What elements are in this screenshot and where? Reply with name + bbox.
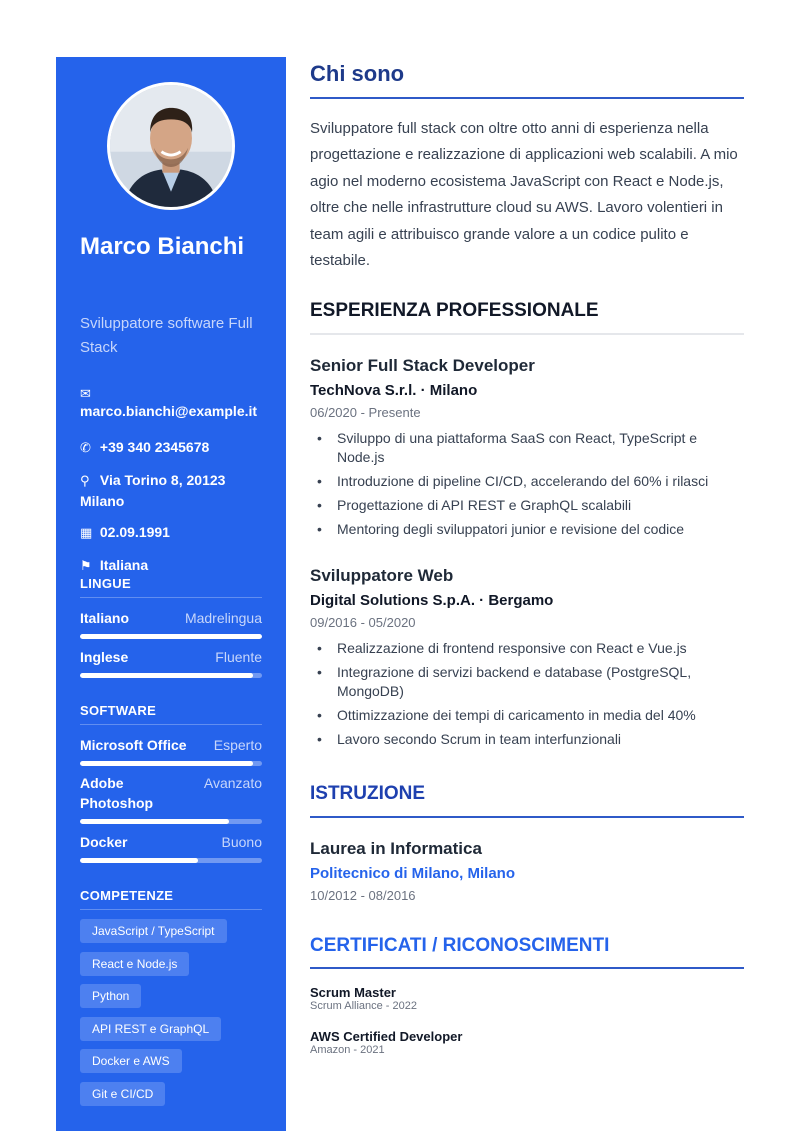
contact-nationality — [80, 555, 270, 576]
phone-text: +39 340 2345678 — [99, 439, 210, 455]
job-bullet: • Progettazione di API REST e GraphQL scalabili — [310, 496, 744, 515]
job-bullet: • Mentoring degli sviluppatori junior e revisione del codice — [310, 520, 744, 539]
education-school: Politecnico di Milano, Milano — [310, 865, 516, 882]
address-text: Via Torino 8, 20123 Milano — [80, 472, 226, 510]
language-bar-fill — [80, 673, 253, 678]
software-item — [80, 735, 262, 766]
job-company: Digital Solutions S.p.A. · Bergamo — [310, 592, 554, 609]
birthdate-text: 02.09.1991 — [99, 524, 170, 540]
certificate-name: Scrum Master — [310, 985, 396, 1000]
job-bullets — [310, 429, 744, 539]
about-rule — [310, 97, 744, 99]
experience-title: ESPERIENZA PROFESSIONALE — [310, 300, 599, 321]
software-bar-fill — [80, 761, 253, 766]
education-rule — [310, 816, 744, 818]
education-title: ISTRUZIONE — [310, 783, 426, 804]
certificates-rule — [310, 967, 744, 969]
certificate-name: AWS Certified Developer — [310, 1029, 463, 1044]
language-bar — [80, 634, 262, 639]
job-period: 09/2016 - 05/2020 — [310, 615, 416, 630]
profile-photo-icon — [110, 85, 232, 207]
contact-phone[interactable] — [80, 437, 270, 458]
job-entry — [310, 566, 744, 754]
language-label: Inglese — [80, 649, 129, 665]
language-item — [80, 647, 262, 678]
contact-email[interactable] — [80, 387, 270, 421]
skills-chips — [80, 919, 270, 1114]
skill-chip: Docker e AWS — [80, 1049, 182, 1073]
software-label: Docker — [80, 834, 128, 850]
software-title: SOFTWARE — [80, 703, 262, 725]
sidebar — [56, 57, 286, 1131]
job-bullets — [310, 639, 744, 749]
software-bar-fill — [80, 819, 229, 824]
skill-chip: API REST e GraphQL — [80, 1017, 221, 1041]
language-label: Italiano — [80, 610, 130, 626]
job-period: 06/2020 - Presente — [310, 405, 421, 420]
skill-chip: JavaScript / TypeScript — [80, 919, 227, 943]
software-item — [80, 832, 262, 863]
software-label: Microsoft Office — [80, 737, 187, 753]
about-text: Sviluppatore full stack con oltre otto anni di esperienza nella progettazione e realizzazione di applicazioni web scalabili. A mio agio nel moderno ecosistema JavaScript con React e Node.js, oltre che nelle infrastrutture cloud su AWS. Lavoro volentieri in team agili e attribuisco grande valore a un codice pulito e testabile. — [310, 120, 738, 270]
profile-role: Sviluppatore software Full Stack — [80, 315, 253, 356]
education-degree: Laurea in Informatica — [310, 839, 482, 858]
software-bar — [80, 761, 262, 766]
certificate-item — [310, 1029, 744, 1056]
software-item — [80, 773, 262, 824]
skills-title: COMPETENZE — [80, 888, 262, 910]
software-bar — [80, 858, 262, 863]
software-bar-fill — [80, 858, 198, 863]
job-bullet: • Integrazione di servizi backend e database (PostgreSQL, MongoDB) — [310, 663, 744, 701]
skill-chip: Python — [80, 984, 141, 1008]
nationality-text: Italiana — [99, 557, 149, 573]
job-title: Sviluppatore Web — [310, 566, 454, 585]
job-bullet: • Sviluppo di una piattaforma SaaS con React, TypeScript e Node.js — [310, 429, 744, 467]
certificate-issuer: Amazon - 2021 — [310, 1044, 385, 1056]
about-title: Chi sono — [310, 61, 405, 86]
software-label: Adobe Photoshop — [80, 775, 154, 811]
contact-birthdate — [80, 522, 270, 543]
certificate-issuer: Scrum Alliance - 2022 — [310, 1000, 417, 1012]
cake-icon: ▦ — [80, 525, 93, 541]
certificates-title: CERTIFICATI / RICONOSCIMENTI — [310, 935, 610, 956]
job-bullet: • Realizzazione di frontend responsive con React e Vue.js — [310, 639, 744, 658]
envelope-icon: ✉ — [80, 386, 91, 401]
skill-chip: React e Node.js — [80, 952, 189, 976]
avatar — [107, 82, 235, 210]
languages-title: LINGUE — [80, 576, 262, 598]
language-bar-fill — [80, 634, 262, 639]
map-pin-icon: ⚲ — [80, 473, 90, 489]
language-level: Fluente — [215, 649, 262, 665]
contact-address — [80, 470, 270, 511]
profile-name: Marco Bianchi — [80, 233, 245, 260]
education-period: 10/2012 - 08/2016 — [310, 888, 416, 903]
education-entry — [310, 839, 744, 903]
job-title: Senior Full Stack Developer — [310, 356, 535, 375]
email-text: marco.bianchi@example.it — [80, 403, 258, 419]
language-level: Madrelingua — [184, 610, 262, 626]
skill-chip: Git e CI/CD — [80, 1082, 165, 1106]
job-entry — [310, 356, 744, 544]
software-level: Avanzato — [203, 775, 262, 791]
job-bullet: • Introduzione di pipeline CI/CD, accelerando del 60% i rilasci — [310, 472, 744, 491]
software-level: Esperto — [213, 737, 262, 753]
language-bar — [80, 673, 262, 678]
flag-icon: ⚑ — [80, 558, 92, 574]
job-company: TechNova S.r.l. · Milano — [310, 382, 478, 399]
phone-icon: ✆ — [80, 440, 91, 456]
experience-rule — [310, 333, 744, 335]
language-item — [80, 608, 262, 639]
software-level: Buono — [221, 834, 262, 850]
job-bullet: • Ottimizzazione dei tempi di caricamento in media del 40% — [310, 706, 744, 725]
job-bullet: • Lavoro secondo Scrum in team interfunzionali — [310, 730, 744, 749]
certificate-item — [310, 985, 744, 1012]
software-bar — [80, 819, 262, 824]
